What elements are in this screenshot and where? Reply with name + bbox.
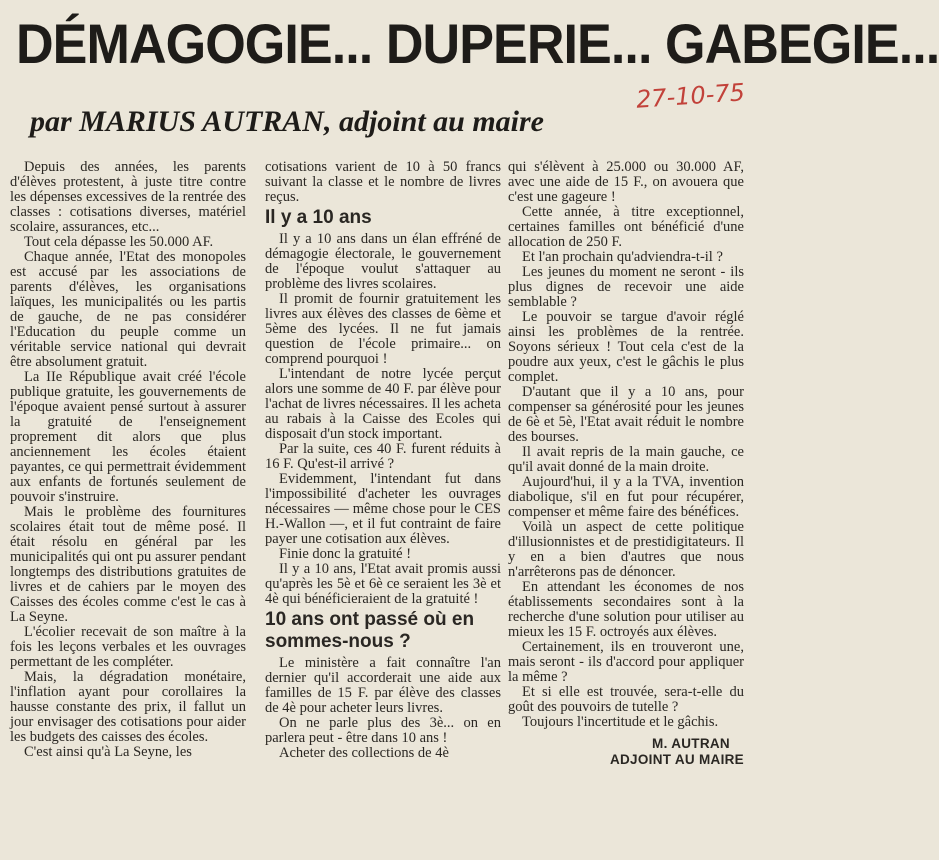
paragraph: Il y a 10 ans dans un élan effréné de démagogie électorale, le gouvernement de l'époque voulut s'attaquer au problème des livres scolaires.	[265, 231, 501, 292]
paragraph: En attendant les économes de nos établissements secondaires sont à la recherche d'une solution pour utiliser au mieux les 15 F. octroyés aux élèves.	[508, 579, 744, 640]
paragraph: Les jeunes du moment ne seront - ils plus dignes de recevoir une aide semblable ?	[508, 264, 744, 310]
paragraph: Il y a 10 ans, l'Etat avait promis aussi qu'après les 5è et 6è ce seraient les 3è et 4è qui bénéficieraient de la gratuité !	[265, 561, 501, 607]
byline: par MARIUS AUTRAN, adjoint au maire	[30, 105, 544, 138]
paragraph: C'est ainsi qu'à La Seyne, les	[24, 744, 192, 760]
paragraph: On ne parle plus des 3è... on en parlera peut - être dans 10 ans !	[265, 715, 501, 746]
paragraph: Et l'an prochain qu'adviendra-t-il ?	[522, 249, 723, 265]
article-column-2	[265, 160, 501, 761]
signature-name: M. AUTRAN	[652, 736, 730, 751]
handwritten-date: 27-10-75	[635, 78, 746, 114]
paragraph: Acheter des collections de 4è	[279, 745, 449, 761]
paragraph: Aujourd'hui, il y a la TVA, invention diabolique, s'il en fut pour récupérer, compenser et même faire des bénéfices.	[508, 474, 744, 520]
paragraph: Mais, la dégradation monétaire, l'inflation ayant pour corollaires la hausse constante des prix, il fallut un jour envisager des cotisations pour aider les budgets des caisses des écoles.	[10, 669, 246, 745]
article-column-3	[508, 160, 744, 768]
paragraph: Evidemment, l'intendant fut dans l'impossibilité d'acheter les ouvrages nécessaires — même chose pour le CES H.-Wallon —, et il fut contraint de faire payer une cotisation aux élèves.	[265, 471, 501, 547]
paragraph: Toujours l'incertitude et le gâchis.	[522, 714, 719, 730]
paragraph: Il avait repris de la main gauche, ce qu'il avait donné de la main droite.	[508, 444, 744, 475]
paragraph: Cette année, à titre exceptionnel, certaines familles ont bénéficié d'une allocation de 250 F.	[508, 204, 744, 250]
signature-title: ADJOINT AU MAIRE	[609, 752, 744, 767]
headline: DÉMAGOGIE... DUPERIE... GABEGIE...	[16, 12, 939, 75]
paragraph: L'intendant de notre lycée perçut alors une somme de 40 F. par élève pour l'achat de livres nécessaires. Il les acheta au rabais à la Caisse des Ecoles qui disposait d'un stock important.	[265, 366, 501, 442]
paragraph: Par la suite, ces 40 F. furent réduits à 16 F. Qu'est-il arrivé ?	[265, 441, 501, 472]
paragraph: qui s'élèvent à 25.000 ou 30.000 AF, avec une aide de 15 F., on avouera que c'est une gageure !	[508, 159, 744, 205]
paragraph: Le pouvoir se targue d'avoir réglé ainsi les problèmes de la rentrée. Soyons sérieux ! Tout cela c'est de la poudre aux yeux, c'est le gâchis le plus complet.	[508, 309, 744, 385]
paragraph: L'écolier recevait de son maître à la fois les leçons verbales et les ouvrages permettant de les compléter.	[10, 624, 246, 670]
signature	[508, 736, 744, 768]
article-column-1	[10, 160, 246, 760]
paragraph: D'autant que il y a 10 ans, pour compenser sa générosité pour les jeunes de 6è et 5è, l'Etat avait réduit le nombre des bourses.	[508, 384, 744, 445]
paragraph: La IIe République avait créé l'école publique gratuite, les gouvernements de l'époque avaient pensé surtout à assurer la gratuité de l'enseignement proprement dit alors que plus anciennement les écoles étaient payantes, ce qui permettrait évidemment aux enfants de fortunés seulement de pouvoir s'instruire.	[10, 369, 246, 505]
paragraph: Mais le problème des fournitures scolaires était tout de même posé. Il était résolu en général par les municipalités qui ont pu assurer pendant longtemps des distributions gratuites de livres et de cahiers par le moyen des Caisses des écoles comme c'est le cas à La Seyne.	[10, 504, 246, 625]
paragraph: Et si elle est trouvée, sera-t-elle du goût des pouvoirs de tutelle ?	[508, 684, 744, 715]
paragraph: Voilà un aspect de cette politique d'illusionnistes et de prestidigitateurs. Il y en a bien d'autres que nous n'arrêterons pas de dénoncer.	[508, 519, 744, 580]
subheading-10-ans-ont-passe: 10 ans ont passé où en sommes-nous ?	[265, 609, 475, 652]
paragraph: Depuis des années, les parents d'élèves protestent, à juste titre contre les dépenses excessives de la rentrée des classes : cotisations diverses, matériel scolaire, assurances, etc...	[10, 159, 246, 235]
paragraph: Il promit de fournir gratuitement les livres aux élèves des classes de 6ème et 5ème des lycées. Il ne fut jamais question de l'école primaire... on comprend pourquoi !	[265, 291, 501, 367]
paragraph: Finie donc la gratuité !	[279, 546, 412, 562]
paragraph: Certainement, ils en trouveront une, mais seront - ils d'accord pour appliquer la même ?	[508, 639, 744, 685]
subheading-il-y-a-10-ans: Il y a 10 ans	[265, 207, 372, 228]
paragraph: Le ministère a fait connaître l'an dernier qu'il accorderait une aide aux familles de 15 F. par élève des classes de 4è pour acheter leurs livres.	[265, 655, 501, 716]
paragraph: Chaque année, l'Etat des monopoles est accusé par les associations de parents d'élèves, les organisations laïques, les municipalités ou les partis de gauche, de ne pas considérer l'Education du peuple comme un véritable service national qui devrait être absolument gratuit.	[10, 249, 246, 370]
paragraph: cotisations varient de 10 à 50 francs suivant la classe et le nombre de livres reçus.	[265, 159, 501, 205]
paragraph: Tout cela dépasse les 50.000 AF.	[24, 234, 214, 250]
